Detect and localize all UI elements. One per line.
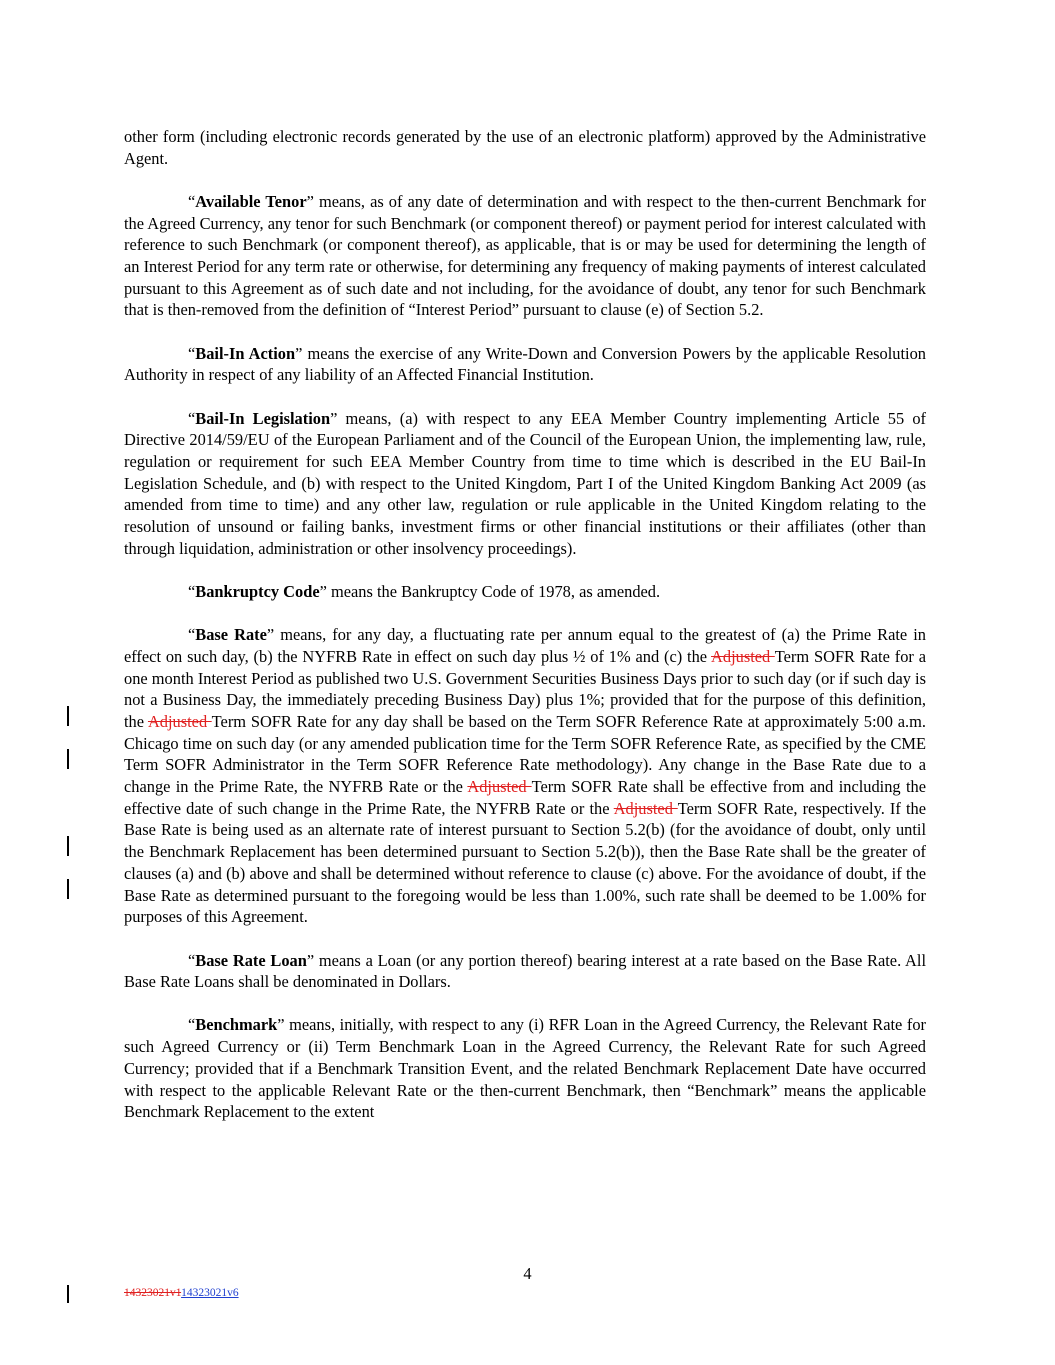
defined-term: Benchmark [195, 1015, 278, 1035]
open-quote: “ [188, 343, 196, 363]
close-quote: ” [319, 581, 327, 601]
deleted-text: Adjusted [613, 798, 678, 818]
defined-term: Bankruptcy Code [195, 581, 320, 601]
paragraph-continuation: other form (including electronic records generated by the use of an electronic platform) approved by the Administrative Agent. [124, 127, 926, 168]
open-quote: “ [188, 625, 196, 645]
definition-benchmark [124, 1014, 926, 1123]
defined-term: Base Rate Loan [195, 950, 307, 970]
definition-text-3: Term SOFR Rate for any day shall be based on the Term SOFR Reference Rate at approximately 5:00 a.m. Chicago time on such day (or any amended publication time for the Term SOFR Reference Rate, as specified by the CME Term SOFR Administrator in the Term SOFR Reference Rate methodology). Any change in the Base Rate due to a change in the Prime Rate, the NYFRB Rate or the [124, 711, 926, 797]
close-quote: ” [277, 1015, 285, 1035]
defined-term: Base Rate [195, 625, 267, 645]
definition-text: means the exercise of any Write-Down and Conversion Powers by the applicable Resolution Authority in respect of any liability of an Affected Financial Institution. [124, 343, 926, 385]
deleted-text: Adjusted [467, 777, 532, 797]
open-quote: “ [188, 1015, 196, 1035]
defined-term: Bail-In Legislation [195, 408, 331, 428]
close-quote: ” [306, 950, 315, 970]
definition-base-rate-loan [124, 950, 926, 993]
revision-change-bar [67, 1285, 69, 1303]
page-number: 4 [523, 1264, 532, 1283]
definition-base-rate [124, 624, 926, 928]
document-id-old: 14323021v1 [124, 1287, 182, 1299]
definition-text: means, (a) with respect to any EEA Member Country implementing Article 55 of Directive 2014/59/EU of the European Parliament and of the Council of the European Union, the implementing law, rule, regulation or requirement for such EEA Member Country from time to time which is described in the EU Bail-In Legislation Schedule, and (b) with respect to the United Kingdom, Part I of the United Kingdom Banking Act 2009 (as amended from time to time) and any other law, regulation or rule applicable in the United Kingdom relating to the resolution of unsound or failing banks, investment firms or other financial institutions or their affiliates (other than through liquidation, administration or other insolvency proceedings). [124, 408, 926, 558]
open-quote: “ [188, 408, 196, 428]
definition-text-2: Term SOFR Rate for a one month Interest Period as published two U.S. Government Securities Business Days prior to such day (or if such day is not a Business Day, the immediately preceding Business Day) plus 1%; provided that for the purpose of this definition, the [124, 646, 926, 731]
revision-change-bar [67, 706, 69, 726]
open-quote: “ [188, 581, 196, 601]
definition-text: means, initially, with respect to any (i) RFR Loan in the Agreed Currency, the Relevant Rate for such Agreed Currency or (ii) Term Benchmark Loan in the Agreed Currency, the Relevant Rate for such Agreed Currency; provided that if a Benchmark Transition Event, and the related Benchmark Replacement Date have occurred with respect to the applicable Relevant Rate or the then-current Benchmark, then “Benchmark” means the applicable Benchmark Replacement to the extent [124, 1015, 926, 1122]
close-quote: ” [295, 343, 303, 363]
definition-bail-in-action [124, 343, 926, 386]
definition-available-tenor [124, 191, 926, 321]
defined-term: Available Tenor [195, 191, 307, 211]
open-quote: “ [188, 191, 196, 211]
definition-bankruptcy-code [124, 581, 926, 603]
document-body [124, 126, 926, 1144]
document-id [124, 1287, 239, 1299]
open-quote: “ [188, 950, 196, 970]
revision-change-bar [67, 749, 69, 769]
deleted-text: Adjusted [711, 646, 775, 666]
definition-text: means, as of any date of determination and with respect to the then-current Benchmark for the Agreed Currency, any tenor for such Benchmark (or component thereof) or payment period for interest calculated with reference to such Benchmark (or component thereof), as applicable, that is or may be used for determining the length of an Interest Period for any term rate or otherwise, for determining any frequency of making payments of interest calculated pursuant to this Agreement as of such date and not including, for the avoidance of doubt, any tenor for such Benchmark that is then-removed from the definition of “Interest Period” pursuant to clause (e) of Section 5.2. [124, 191, 926, 320]
close-quote: ” [330, 408, 338, 428]
close-quote: ” [306, 191, 314, 211]
definition-text-1: means, for any day, a fluctuating rate per annum equal to the greatest of (a) the Prime Rate in effect on such day, (b) the NYFRB Rate in effect on such day plus ½ of 1% and (c) the [124, 625, 926, 666]
definition-text-4: Term SOFR Rate shall be effective from and including the effective date of such change in the Prime Rate, the NYFRB Rate or the [124, 777, 926, 818]
definition-text: means the Bankruptcy Code of 1978, as amended. [326, 581, 661, 601]
revision-change-bar [67, 836, 69, 856]
definition-text-5: Term SOFR Rate, respectively. If the Base Rate is being used as an alternate rate of interest pursuant to Section 5.2(b) (for the avoidance of doubt, only until the Benchmark Replacement has been determined pursuant to Section 5.2(b)), then the Base Rate shall be the greater of clauses (a) and (b) above and shall be determined without reference to clause (c) above. For the avoidance of doubt, if the Base Rate as determined pursuant to the foregoing would be less than 1.00%, such rate shall be deemed to be 1.00% for purposes of this Agreement. [124, 798, 926, 927]
close-quote: ” [266, 625, 275, 645]
deleted-text: Adjusted [147, 711, 212, 731]
document-id-new: 14323021v6 [181, 1287, 239, 1299]
revision-change-bar [67, 879, 69, 899]
definition-bail-in-legislation [124, 408, 926, 560]
definition-text: means a Loan (or any portion thereof) bearing interest at a rate based on the Base Rate. All Base Rate Loans shall be denominated in Dollars. [124, 950, 927, 992]
defined-term: Bail-In Action [195, 343, 296, 363]
